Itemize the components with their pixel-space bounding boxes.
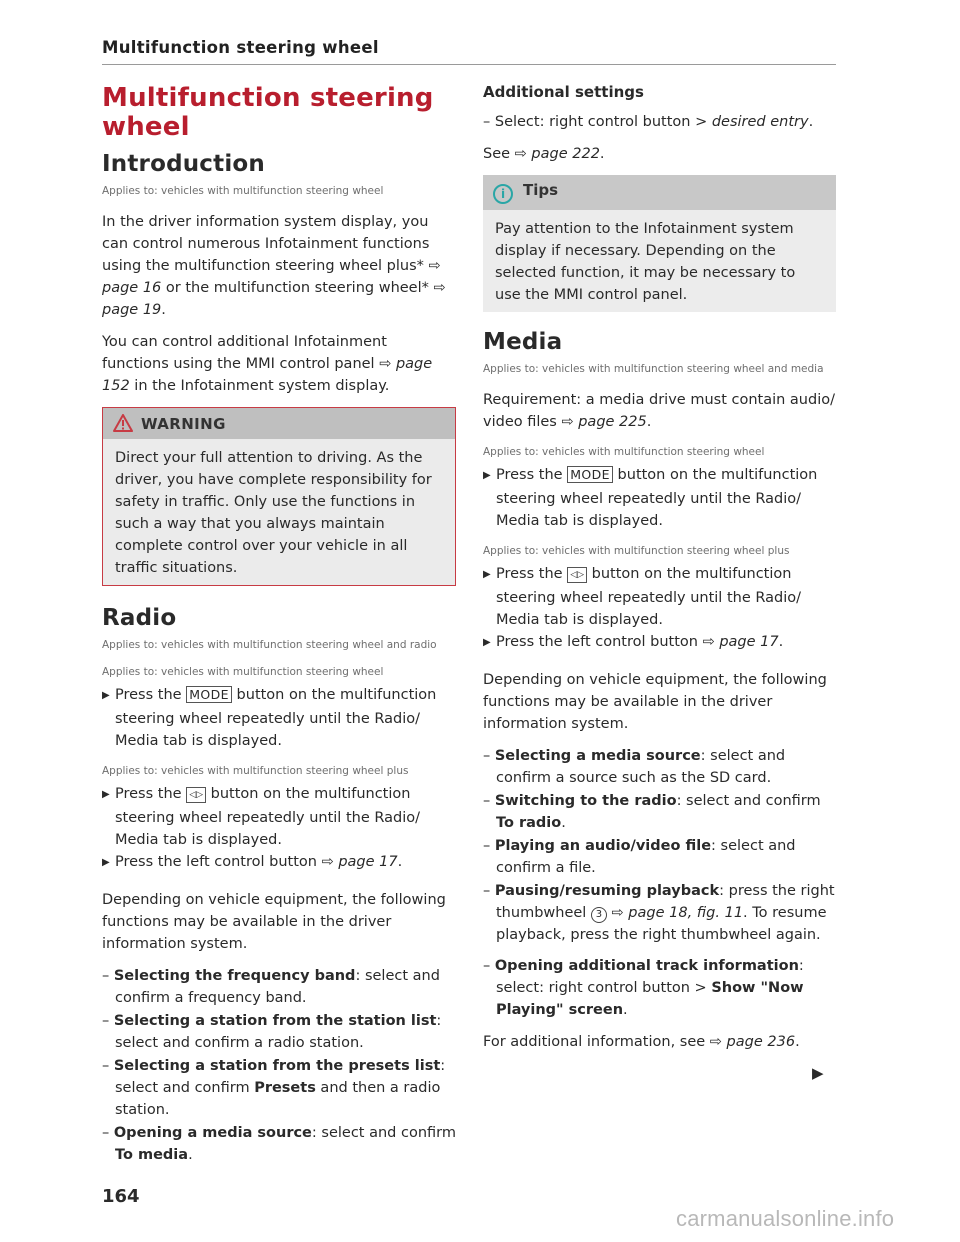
step-arrow-icon: ▶ bbox=[102, 789, 110, 800]
intro-paragraph-1: In the driver information system display, you can control numerous Infotainment functions using the multifunction steering wheel plus* ⇨ page 16 or the multifunction steering wheel* ⇨ page 19. bbox=[102, 214, 446, 318]
media-step-1: ▶ Press the MODE button on the multifunction steering wheel repeatedly until the Radio/ Media tab is displayed. bbox=[483, 467, 818, 529]
page-link[interactable]: ⇨ page 152 bbox=[102, 356, 433, 394]
arrows-key: ◁▷ bbox=[186, 787, 206, 803]
step-arrow-icon: ▶ bbox=[102, 690, 110, 701]
list-item: – Selecting the frequency band: select and confirm a frequency band. bbox=[102, 968, 440, 1006]
page-link[interactable]: ⇨ page 225 bbox=[561, 414, 647, 430]
list-item: – Playing an audio/video file: select and confirm a file. bbox=[483, 838, 796, 876]
step-arrow-icon: ▶ bbox=[483, 637, 491, 648]
warning-header: WARNING bbox=[103, 408, 455, 439]
list-item: – Switching to the radio: select and confirm To radio. bbox=[483, 793, 821, 831]
media-requirement: Requirement: a media drive must contain audio/ video files ⇨ page 225. bbox=[483, 392, 835, 430]
media-function-list bbox=[483, 745, 836, 1021]
watermark: carmanualsonline.info bbox=[676, 1206, 895, 1231]
page-link[interactable]: ⇨ page 16 bbox=[102, 258, 441, 296]
tips-text: Pay attention to the Infotainment system display if necessary. Depending on the selected function, it may be necessary to use the MMI control panel. bbox=[483, 210, 836, 312]
chapter-title: Multifunction steering wheel bbox=[102, 83, 434, 142]
callout-number: 3 bbox=[591, 907, 607, 923]
additional-info: For additional information, see ⇨ page 236. bbox=[483, 1034, 800, 1050]
info-icon: i bbox=[493, 184, 513, 204]
page-link[interactable]: ⇨ page 236 bbox=[709, 1034, 796, 1050]
warning-triangle-icon bbox=[113, 414, 133, 432]
radio-step-1: ▶ Press the MODE button on the multifunction steering wheel repeatedly until the Radio/ Media tab is displayed. bbox=[102, 687, 437, 749]
page-link[interactable]: ⇨ page 17 bbox=[321, 854, 398, 870]
media-step-3: ▶ Press the left control button ⇨ page 17. bbox=[483, 631, 836, 655]
intro-paragraph-2: You can control additional Infotainment functions using the MMI control panel ⇨ page 152 in the Infotainment system display. bbox=[102, 334, 433, 394]
warning-text: Direct your full attention to driving. As the driver, you have complete responsibility for safety in traffic. Only use the functions in such a way that you always maintain complete control over your vehicle in all traffic situations. bbox=[103, 439, 455, 585]
page-link[interactable]: ⇨ page 18, fig. 11 bbox=[611, 905, 744, 921]
list-item: – Opening additional track information: select: right control button > Show "Now Playing" screen. bbox=[483, 958, 804, 1018]
warning-box bbox=[102, 407, 456, 586]
additional-settings-heading: Additional settings bbox=[483, 83, 644, 101]
radio-step-3: ▶ Press the left control button ⇨ page 17. bbox=[102, 851, 456, 875]
continue-arrow-icon: ▶ bbox=[812, 1064, 824, 1082]
list-item: – Selecting a station from the presets list: select and confirm Presets and then a radio station. bbox=[102, 1058, 446, 1118]
radio-step-2: ▶ Press the ◁▷ button on the multifunction steering wheel repeatedly until the Radio/ Media tab is displayed. bbox=[102, 786, 420, 848]
list-item: – Opening a media source: select and confirm To media. bbox=[102, 1125, 456, 1163]
list-item: – Selecting a media source: select and confirm a source such as the SD card. bbox=[483, 748, 786, 786]
left-column bbox=[102, 82, 456, 1167]
page-link[interactable]: ⇨ page 222 bbox=[514, 146, 600, 162]
mode-key: MODE bbox=[186, 686, 232, 703]
applies-note: Applies to: vehicles with multifunction steering wheel and radio bbox=[102, 639, 437, 651]
applies-note: Applies to: vehicles with multifunction steering wheel bbox=[102, 185, 384, 197]
applies-note: Applies to: vehicles with multifunction steering wheel plus bbox=[483, 545, 790, 557]
radio-heading: Radio bbox=[102, 605, 177, 631]
arrows-key: ◁▷ bbox=[567, 567, 587, 583]
mode-key: MODE bbox=[567, 466, 613, 483]
media-heading: Media bbox=[483, 329, 563, 355]
page-number: 164 bbox=[102, 1186, 140, 1207]
applies-note: Applies to: vehicles with multifunction steering wheel plus bbox=[102, 765, 409, 777]
right-column bbox=[483, 82, 836, 1063]
applies-note: Applies to: vehicles with multifunction steering wheel bbox=[102, 666, 384, 678]
page-link[interactable]: ⇨ page 19 bbox=[102, 280, 446, 318]
tips-header: i Tips bbox=[483, 175, 836, 210]
media-step-2: ▶ Press the ◁▷ button on the multifunction steering wheel repeatedly until the Radio/ Media tab is displayed. bbox=[483, 566, 801, 628]
list-item: – Pausing/resuming playback: press the right thumbwheel 3 ⇨ page 18, fig. 11. To resume playback, press the right thumbwheel again. bbox=[483, 883, 835, 943]
step-arrow-icon: ▶ bbox=[483, 470, 491, 481]
tips-box bbox=[483, 175, 836, 312]
running-head: Multifunction steering wheel bbox=[102, 38, 836, 65]
applies-note: Applies to: vehicles with multifunction steering wheel bbox=[483, 446, 765, 458]
radio-paragraph: Depending on vehicle equipment, the following functions may be available in the driver information system. bbox=[102, 892, 446, 952]
additional-settings-item: – Select: right control button > desired entry. bbox=[483, 114, 814, 130]
media-paragraph: Depending on vehicle equipment, the following functions may be available in the driver information system. bbox=[483, 672, 827, 732]
see-reference: See ⇨ page 222. bbox=[483, 146, 605, 162]
step-arrow-icon: ▶ bbox=[102, 857, 110, 868]
list-item: – Selecting a station from the station list: select and confirm a radio station. bbox=[102, 1013, 442, 1051]
page-link[interactable]: ⇨ page 17 bbox=[702, 634, 779, 650]
radio-function-list bbox=[102, 965, 456, 1166]
step-arrow-icon: ▶ bbox=[483, 569, 491, 580]
applies-note: Applies to: vehicles with multifunction steering wheel and media bbox=[483, 363, 824, 375]
introduction-heading: Introduction bbox=[102, 151, 265, 177]
